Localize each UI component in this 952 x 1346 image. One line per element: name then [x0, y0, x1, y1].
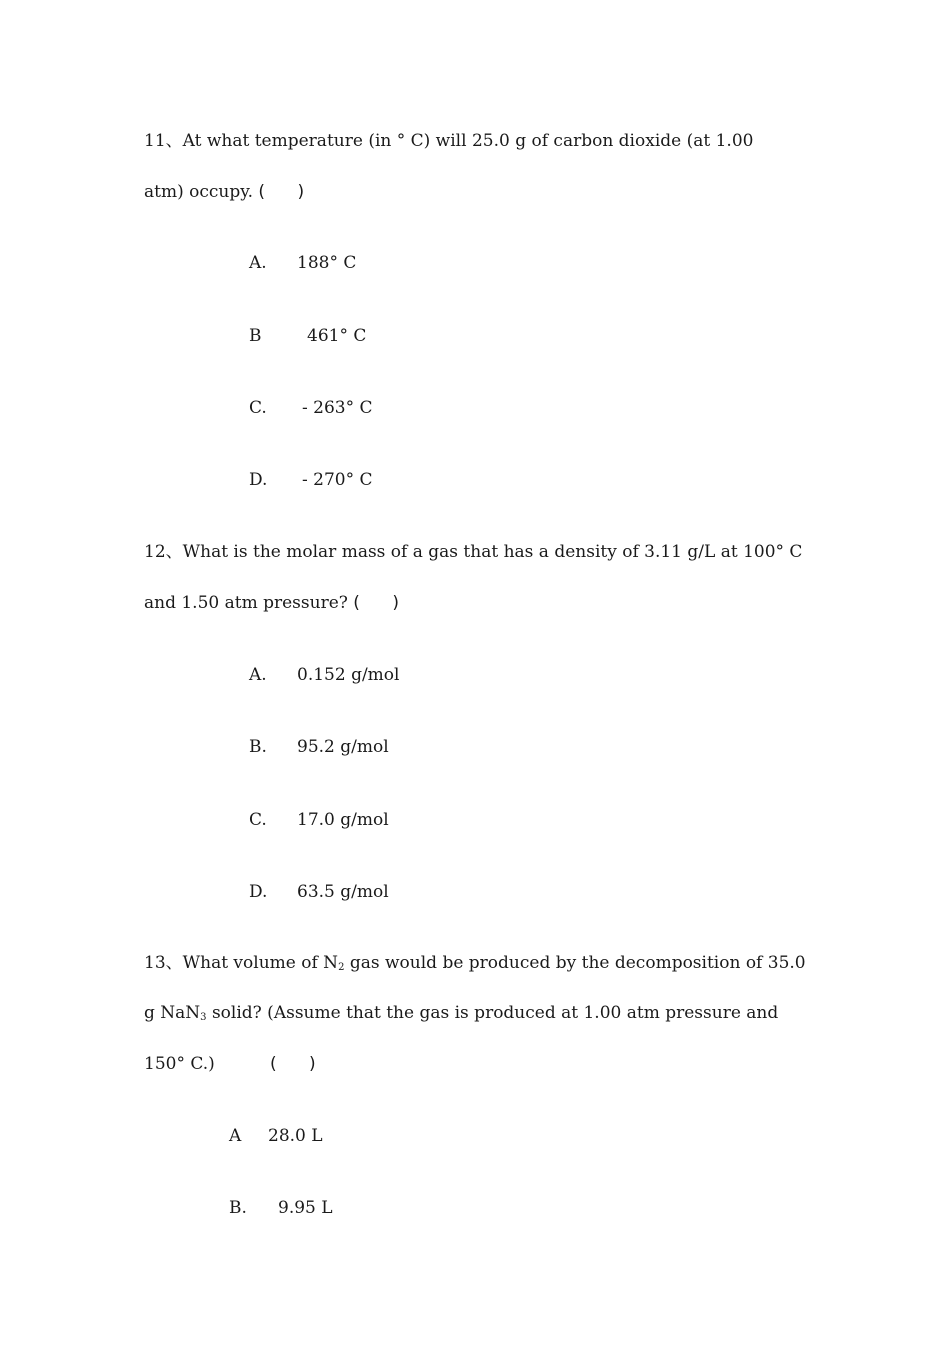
option-11-d-text: - 270° C: [302, 470, 373, 490]
option-12-b-text: 95.2 g/mol: [297, 737, 389, 757]
option-12-c: C.: [249, 810, 267, 830]
option-12-a: A.: [249, 665, 267, 685]
answer-blank: ( ): [353, 593, 399, 613]
option-12-d-text: 63.5 g/mol: [297, 882, 389, 902]
option-11-a-text: 188° C: [297, 253, 357, 273]
question-text: 150° C.): [144, 1054, 215, 1074]
option-13-a-text: 28.0 L: [268, 1126, 323, 1146]
question-11-line-1: [144, 130, 753, 152]
question-number: 13、: [144, 953, 183, 973]
answer-blank: ( ): [258, 182, 305, 202]
option-letter: A.: [249, 253, 267, 273]
option-11-b-text: 461° C: [307, 326, 367, 346]
question-text: and 1.50 atm pressure?: [144, 593, 348, 613]
question-text: At what temperature (in ° C) will 25.0 g of carbon dioxide (at 1.00: [182, 131, 754, 151]
question-13-line-2: [144, 1002, 778, 1024]
question-number: 11、: [144, 131, 183, 151]
subscript: 3: [200, 1012, 207, 1023]
question-13-line-3: [144, 1053, 215, 1075]
answer-blank: ( ): [270, 1054, 316, 1074]
question-12-line-2: [144, 592, 399, 614]
question-11-line-2: [144, 181, 304, 203]
question-text: g NaN: [144, 1003, 201, 1023]
question-number: 12、: [144, 542, 183, 562]
option-12-a-text: 0.152 g/mol: [297, 665, 400, 685]
question-text: gas would be produced by the decomposition of 35.0: [344, 953, 806, 973]
option-12-d: D.: [249, 882, 268, 902]
option-12-b: B.: [249, 737, 267, 757]
subscript: 2: [338, 962, 345, 973]
question-text: atm) occupy.: [144, 182, 253, 202]
option-11-a: [249, 252, 267, 274]
option-11-c: C.: [249, 398, 267, 418]
option-13-b: B.: [229, 1198, 247, 1218]
option-11-c-text: - 263° C: [302, 398, 373, 418]
option-11-b: B: [249, 326, 262, 346]
option-13-b-text: 9.95 L: [278, 1198, 333, 1218]
question-text: solid? (Assume that the gas is produced at 1.00 atm pressure and: [206, 1003, 779, 1023]
question-text: What is the molar mass of a gas that has a density of 3.11 g/L at 100° C: [182, 542, 803, 562]
option-11-d: D.: [249, 470, 268, 490]
question-12-line-1: [144, 541, 802, 563]
option-13-a: A: [229, 1126, 242, 1146]
question-text: What volume of N: [182, 953, 339, 973]
question-13-line-1: [144, 952, 806, 974]
option-12-c-text: 17.0 g/mol: [297, 810, 389, 830]
